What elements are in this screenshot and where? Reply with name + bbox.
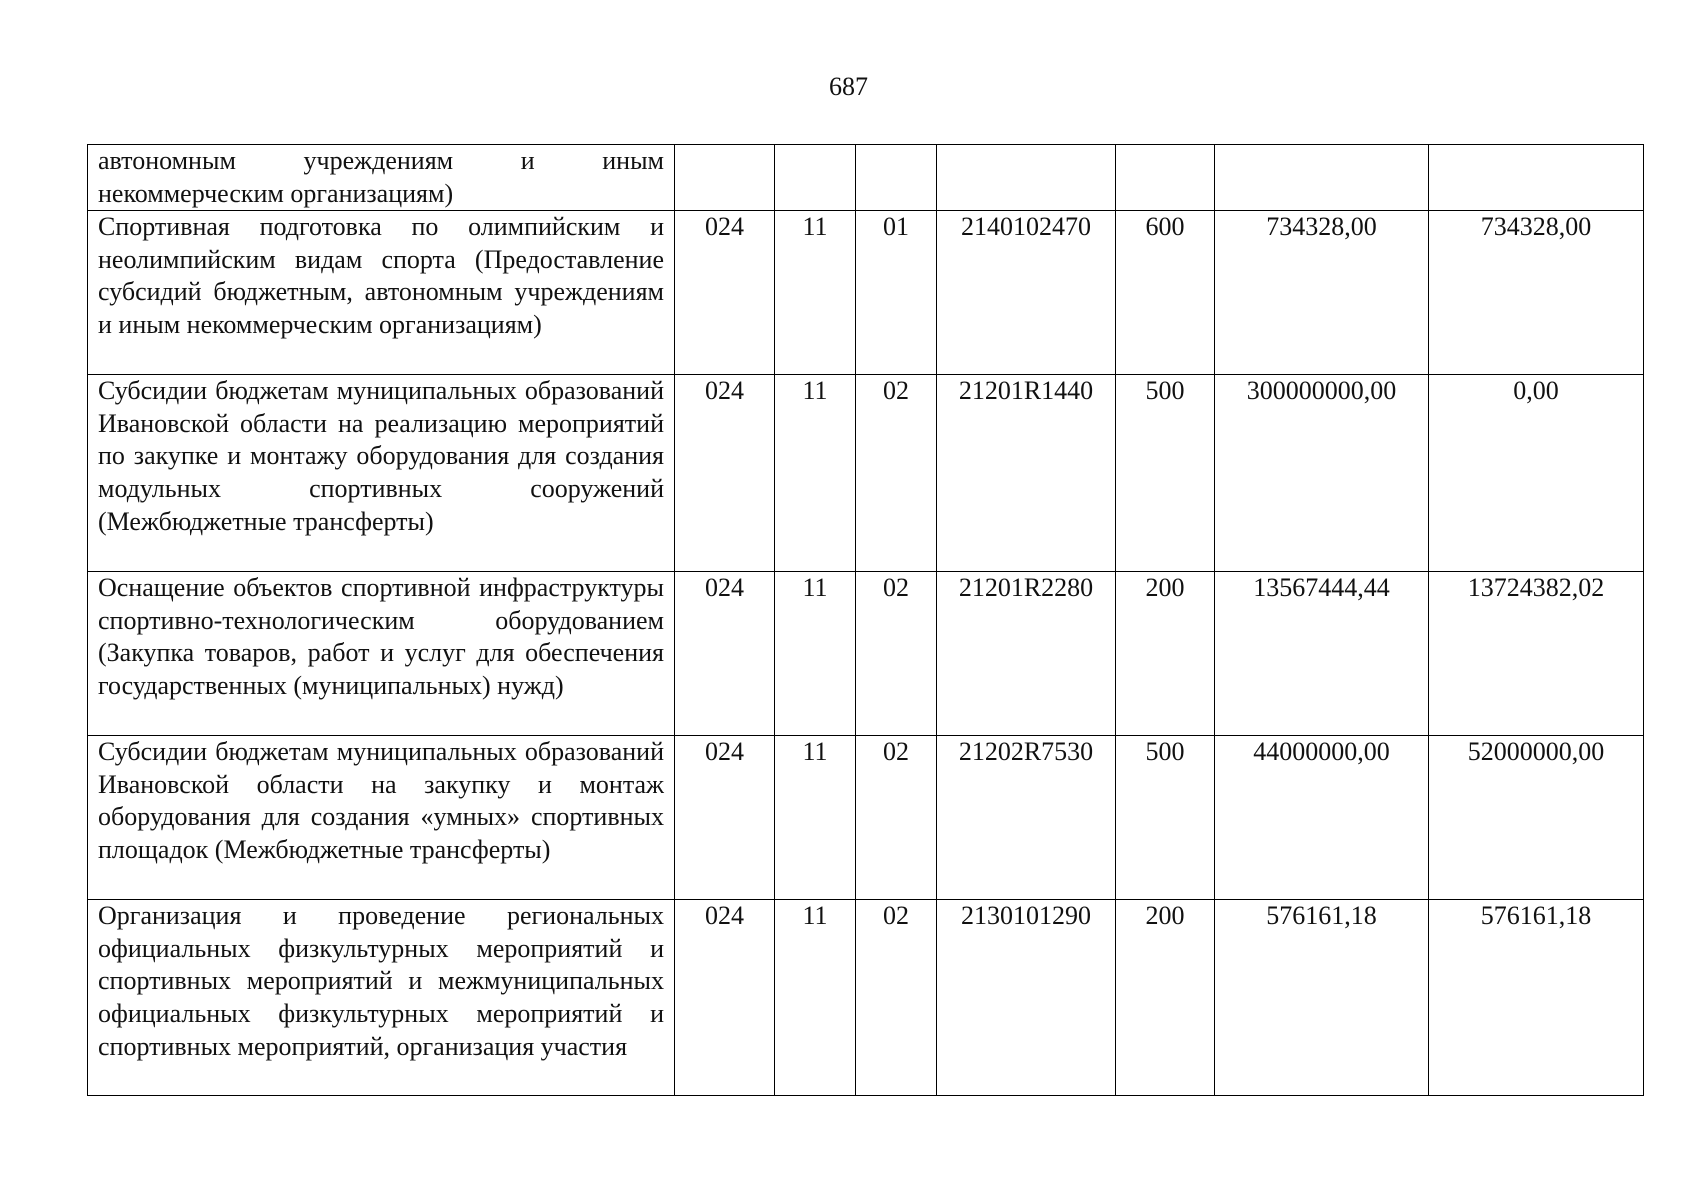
ministry-code: 024	[675, 572, 775, 736]
table-row	[88, 736, 1644, 900]
expense-type-code	[1116, 145, 1215, 211]
amount-second-year: 734328,00	[1429, 211, 1644, 375]
amount-first-year	[1215, 145, 1429, 211]
ministry-code: 024	[675, 211, 775, 375]
expense-type-code: 500	[1116, 736, 1215, 900]
budget-table	[87, 144, 1644, 1096]
subsection-code: 02	[856, 900, 937, 1096]
amount-second-year	[1429, 145, 1644, 211]
subsection-code: 02	[856, 736, 937, 900]
section-code	[775, 145, 856, 211]
target-article-code: 21201R2280	[937, 572, 1116, 736]
amount-first-year: 734328,00	[1215, 211, 1429, 375]
amount-first-year: 13567444,44	[1215, 572, 1429, 736]
ministry-code: 024	[675, 375, 775, 572]
amount-second-year: 52000000,00	[1429, 736, 1644, 900]
row-description: Субсидии бюджетам муниципальных образований Ивановской области на реализацию мероприятий по закупке и монтажу оборудования для создания модульных спортивных сооружений (Межбюджетные трансферты)	[88, 375, 675, 572]
table-row	[88, 900, 1644, 1096]
target-article-code: 2140102470	[937, 211, 1116, 375]
table-row	[88, 211, 1644, 375]
ministry-code: 024	[675, 900, 775, 1096]
amount-first-year: 44000000,00	[1215, 736, 1429, 900]
table-row	[88, 572, 1644, 736]
expense-type-code: 600	[1116, 211, 1215, 375]
target-article-code: 2130101290	[937, 900, 1116, 1096]
table-row	[88, 375, 1644, 572]
target-article-code: 21201R1440	[937, 375, 1116, 572]
table-row	[88, 145, 1644, 211]
expense-type-code: 500	[1116, 375, 1215, 572]
section-code: 11	[775, 736, 856, 900]
expense-type-code: 200	[1116, 572, 1215, 736]
subsection-code: 02	[856, 572, 937, 736]
section-code: 11	[775, 900, 856, 1096]
expense-type-code: 200	[1116, 900, 1215, 1096]
row-description: Спортивная подготовка по олимпийским и неолимпийским видам спорта (Предоставление субсидий бюджетным, автономным учреждениям и иным некоммерческим организациям)	[88, 211, 675, 375]
section-code: 11	[775, 375, 856, 572]
target-article-code	[937, 145, 1116, 211]
ministry-code	[675, 145, 775, 211]
ministry-code: 024	[675, 736, 775, 900]
subsection-code: 01	[856, 211, 937, 375]
amount-first-year: 576161,18	[1215, 900, 1429, 1096]
row-description: Субсидии бюджетам муниципальных образований Ивановской области на закупку и монтаж оборудования для создания «умных» спортивных площадок (Межбюджетные трансферты)	[88, 736, 675, 900]
section-code: 11	[775, 572, 856, 736]
amount-second-year: 0,00	[1429, 375, 1644, 572]
amount-second-year: 576161,18	[1429, 900, 1644, 1096]
row-description: Оснащение объектов спортивной инфраструктуры спортивно-технологическим оборудованием (Закупка товаров, работ и услуг для обеспечения государственных (муниципальных) нужд)	[88, 572, 675, 736]
row-description: Организация и проведение региональных официальных физкультурных мероприятий и спортивных мероприятий и межмуниципальных официальных физкультурных мероприятий и спортивных мероприятий, организация участия	[88, 900, 675, 1096]
target-article-code: 21202R7530	[937, 736, 1116, 900]
subsection-code	[856, 145, 937, 211]
amount-second-year: 13724382,02	[1429, 572, 1644, 736]
section-code: 11	[775, 211, 856, 375]
row-description: автономным учреждениям и иным некоммерческим организациям)	[88, 145, 675, 211]
amount-first-year: 300000000,00	[1215, 375, 1429, 572]
subsection-code: 02	[856, 375, 937, 572]
page-number: 687	[829, 72, 868, 101]
